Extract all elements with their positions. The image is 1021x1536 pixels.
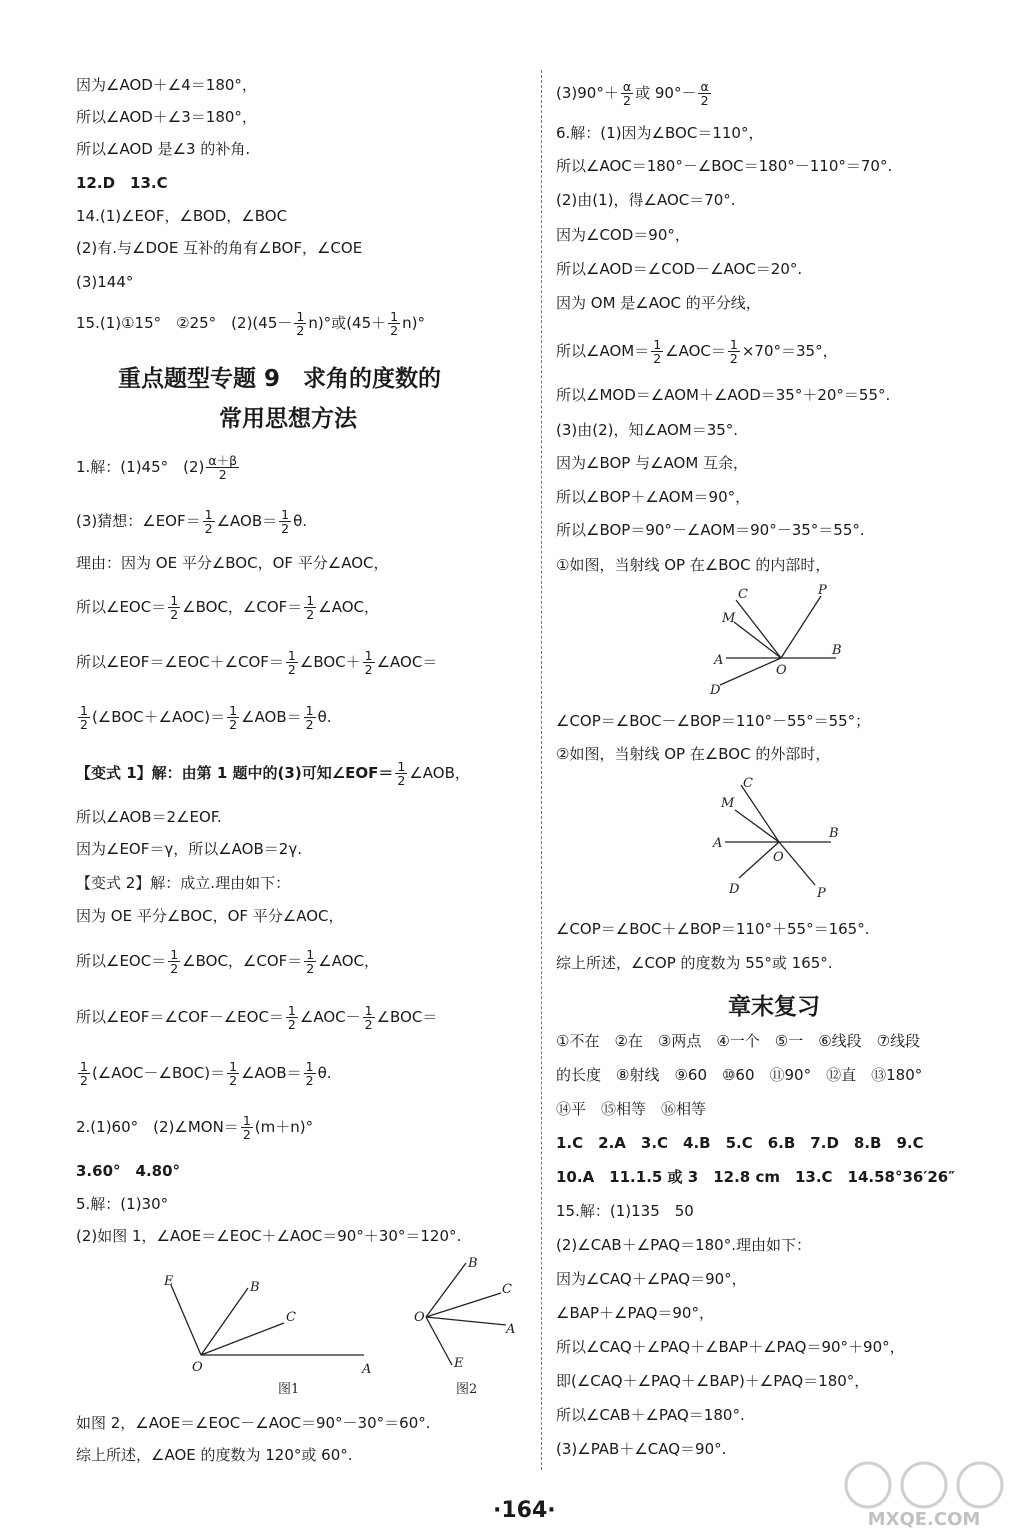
text-line: 所以∠AOD＋∠3＝180°， [76, 108, 257, 126]
answer-line: 12.D 13.C [76, 174, 168, 192]
svg-text:M: M [721, 796, 735, 811]
text-line: 所以∠AOD 是∠3 的补角. [76, 140, 251, 158]
text-line: 因为 OM 是∠AOC 的平分线， [556, 294, 761, 312]
text-line: 因为 OE 平分∠BOC，OF 平分∠AOC， [76, 907, 344, 925]
text-line: (3)∠PAB＋∠CAQ＝90°. [556, 1440, 727, 1458]
svg-text:C: C [502, 1282, 512, 1297]
text-line: 所以∠EOF＝∠EOC＋∠COF＝ $\frac{1}{2}$ ∠BOC＋ $\frac{1}{2}$ ∠AOC＝ [76, 648, 438, 677]
svg-text:C: C [286, 1310, 296, 1325]
text-line: ②如图，当射线 OP 在∠BOC 的外部时， [556, 745, 831, 763]
text-line: (3)90°＋ $\frac{\alpha}{2}$ 或 90°－ $\frac{\alpha}{2}$ [556, 79, 709, 108]
text-line: 1.解：(1)45° (2) $\frac{\alpha+\beta}{2}$ [76, 453, 238, 482]
svg-text:O: O [776, 663, 787, 678]
answer-line: 10.A 11.1.5 或 3 12.8 cm 13.C 14.58°36′26″ [556, 1168, 955, 1186]
text-line: 所以∠AOD＝∠COD－∠AOC＝20°. [556, 260, 803, 278]
text-line: 的长度 ⑧射线 ⑨60 ⑩60 ⑪90° ⑫直 ⑬180° [556, 1066, 923, 1084]
svg-text:P: P [818, 583, 827, 598]
text-line: 15.解：(1)135 50 [556, 1202, 694, 1220]
text-line: 所以∠EOC＝ $\frac{1}{2}$ ∠BOC，∠COF＝ $\frac{1}{2}$ ∠AOC， [76, 593, 379, 622]
text-line: $\frac{1}{2}$ (∠BOC＋∠AOC)＝ $\frac{1}{2}$ ∠AOB＝ $\frac{1}{2}$ θ. [80, 703, 332, 732]
fraction: $\frac{1}{2}$ [296, 309, 305, 338]
text-line: ⑭平 ⑮相等 ⑯相等 [556, 1100, 707, 1118]
text-line: 因为∠COD＝90°， [556, 226, 690, 244]
figure-op-inside [706, 580, 856, 700]
svg-text:M: M [722, 611, 736, 626]
text-line: 所以∠AOC＝180°－∠BOC＝180°－110°＝70°. [556, 157, 893, 175]
svg-text:A: A [362, 1362, 372, 1377]
fraction: $\frac{\alpha+\beta}{2}$ [208, 453, 238, 482]
text-line: 综上所述，∠AOE 的度数为 120°或 60°. [76, 1446, 353, 1464]
text-line: 所以∠MOD＝∠AOM＋∠AOD＝35°＋20°＝55°. [556, 386, 891, 404]
svg-text:O: O [773, 850, 784, 865]
text-line: ①不在 ②在 ③两点 ④一个 ⑤一 ⑥线段 ⑦线段 [556, 1032, 921, 1050]
svg-text:B: B [250, 1280, 260, 1295]
svg-text:图1: 图1 [278, 1382, 300, 1397]
section-heading: 章末复习 [728, 994, 820, 1020]
text-line: ①如图，当射线 OP 在∠BOC 的内部时， [556, 556, 831, 574]
svg-text:O: O [414, 1310, 425, 1325]
section-heading: 重点题型专题 9 求角的度数的 [118, 366, 442, 392]
text-line: 理由：因为 OE 平分∠BOC，OF 平分∠AOC， [76, 554, 389, 572]
text-line: 因为∠EOF＝γ，所以∠AOB＝2γ. [76, 840, 302, 858]
text-line: 所以∠EOF＝∠COF－∠EOC＝ $\frac{1}{2}$ ∠AOC－ $\frac{1}{2}$ ∠BOC＝ [76, 1003, 438, 1032]
text-line: 所以∠AOB＝2∠EOF. [76, 808, 222, 826]
text-line: ∠COP＝∠BOC－∠BOP＝110°－55°＝55°； [556, 712, 871, 730]
text-line: 因为∠BOP 与∠AOM 互余， [556, 454, 749, 472]
text-line: (3)猜想：∠EOF＝ $\frac{1}{2}$ ∠AOB＝ $\frac{1}{2}$ θ. [76, 507, 308, 536]
svg-text:图2: 图2 [456, 1382, 478, 1397]
svg-text:A: A [713, 836, 723, 851]
text-line: 所以∠EOC＝ $\frac{1}{2}$ ∠BOC，∠COF＝ $\frac{1}{2}$ ∠AOC， [76, 947, 379, 976]
text-line: 【变式 2】解：成立.理由如下： [76, 874, 291, 892]
watermark-logo [838, 1455, 1010, 1531]
svg-text:E: E [454, 1356, 464, 1371]
text-line: 因为∠AOD＋∠4＝180°， [76, 76, 257, 94]
page-number: ·164· [493, 1498, 556, 1523]
text-line: 综上所述，∠COP 的度数为 55°或 165°. [556, 954, 833, 972]
text-line: 14.(1)∠EOF，∠BOD，∠BOC [76, 207, 288, 225]
text-line: 即(∠CAQ＋∠PAQ＋∠BAP)＋∠PAQ＝180°， [556, 1372, 870, 1390]
figure-op-outside [711, 775, 861, 905]
text-line: 所以∠BOP＝90°－∠AOM＝90°－35°＝55°. [556, 521, 865, 539]
svg-text:MXQE.COM: MXQE.COM [867, 1509, 981, 1530]
text-line: 6.解：(1)因为∠BOC＝110°， [556, 124, 764, 142]
svg-text:P: P [817, 886, 826, 901]
answer-line: 3.60° 4.80° [76, 1162, 181, 1180]
svg-text:A: A [714, 653, 724, 668]
text-line: ∠COP＝∠BOC＋∠BOP＝110°＋55°＝165°. [556, 920, 870, 938]
text-line: 如图 2，∠AOE＝∠EOC－∠AOC＝90°－30°＝60°. [76, 1414, 431, 1432]
text-line: 15.(1)①15° ②25° (2)(45－ $\frac{1}{2}$ n)°或(45＋ $\frac{1}{2}$ n)° [76, 309, 425, 338]
text-line: (2)∠CAB＋∠PAQ＝180°.理由如下： [556, 1236, 811, 1254]
text-line: 所以∠AOM＝ $\frac{1}{2}$ ∠AOC＝ $\frac{1}{2}$ ×70°＝35°， [556, 337, 838, 366]
text-line: 2.(1)60° (2)∠MON＝ $\frac{1}{2}$ (m＋n)° [76, 1113, 314, 1142]
svg-text:B: B [829, 826, 839, 841]
column-divider [541, 70, 542, 1470]
text-line: 5.解：(1)30° [76, 1195, 169, 1213]
answer-line: 1.C 2.A 3.C 4.B 5.C 6.B 7.D 8.B 9.C [556, 1134, 924, 1152]
text-line: 所以∠CAB＋∠PAQ＝180°. [556, 1406, 745, 1424]
svg-text:C: C [743, 776, 753, 791]
text-line: 所以∠BOP＋∠AOM＝90°， [556, 488, 751, 506]
text-line: $\frac{1}{2}$ (∠AOC－∠BOC)＝ $\frac{1}{2}$ ∠AOB＝ $\frac{1}{2}$ θ. [80, 1059, 332, 1088]
svg-text:D: D [729, 882, 740, 897]
section-heading: 常用思想方法 [219, 406, 357, 432]
text-line: (2)如图 1，∠AOE＝∠EOC＋∠AOC＝90°＋30°＝120°. [76, 1227, 462, 1245]
text-line: (2)有.与∠DOE 互补的角有∠BOF，∠COE [76, 239, 363, 257]
text-line: (3)144° [76, 273, 134, 291]
svg-text:D: D [710, 683, 721, 698]
text-line: 所以∠CAQ＋∠PAQ＋∠BAP＋∠PAQ＝90°＋90°， [556, 1338, 905, 1356]
fraction: $\frac{1}{2}$ [390, 309, 399, 338]
text-line: 【变式 1】解：由第 1 题中的(3)可知∠EOF＝ $\frac{1}{2}$ ∠AOB， [76, 759, 470, 788]
svg-text:O: O [192, 1360, 203, 1375]
svg-text:B: B [468, 1256, 478, 1271]
text-line: 因为∠CAQ＋∠PAQ＝90°， [556, 1270, 747, 1288]
text-line: (3)由(2)，知∠AOM＝35°. [556, 421, 739, 439]
svg-text:C: C [738, 587, 748, 602]
svg-text:A: A [506, 1322, 516, 1337]
svg-text:B: B [832, 643, 842, 658]
svg-text:E: E [164, 1274, 174, 1289]
figure-1-and-2 [156, 1255, 516, 1397]
text-line: (2)由(1)，得∠AOC＝70°. [556, 191, 736, 209]
text-line: ∠BAP＋∠PAQ＝90°， [556, 1304, 714, 1322]
